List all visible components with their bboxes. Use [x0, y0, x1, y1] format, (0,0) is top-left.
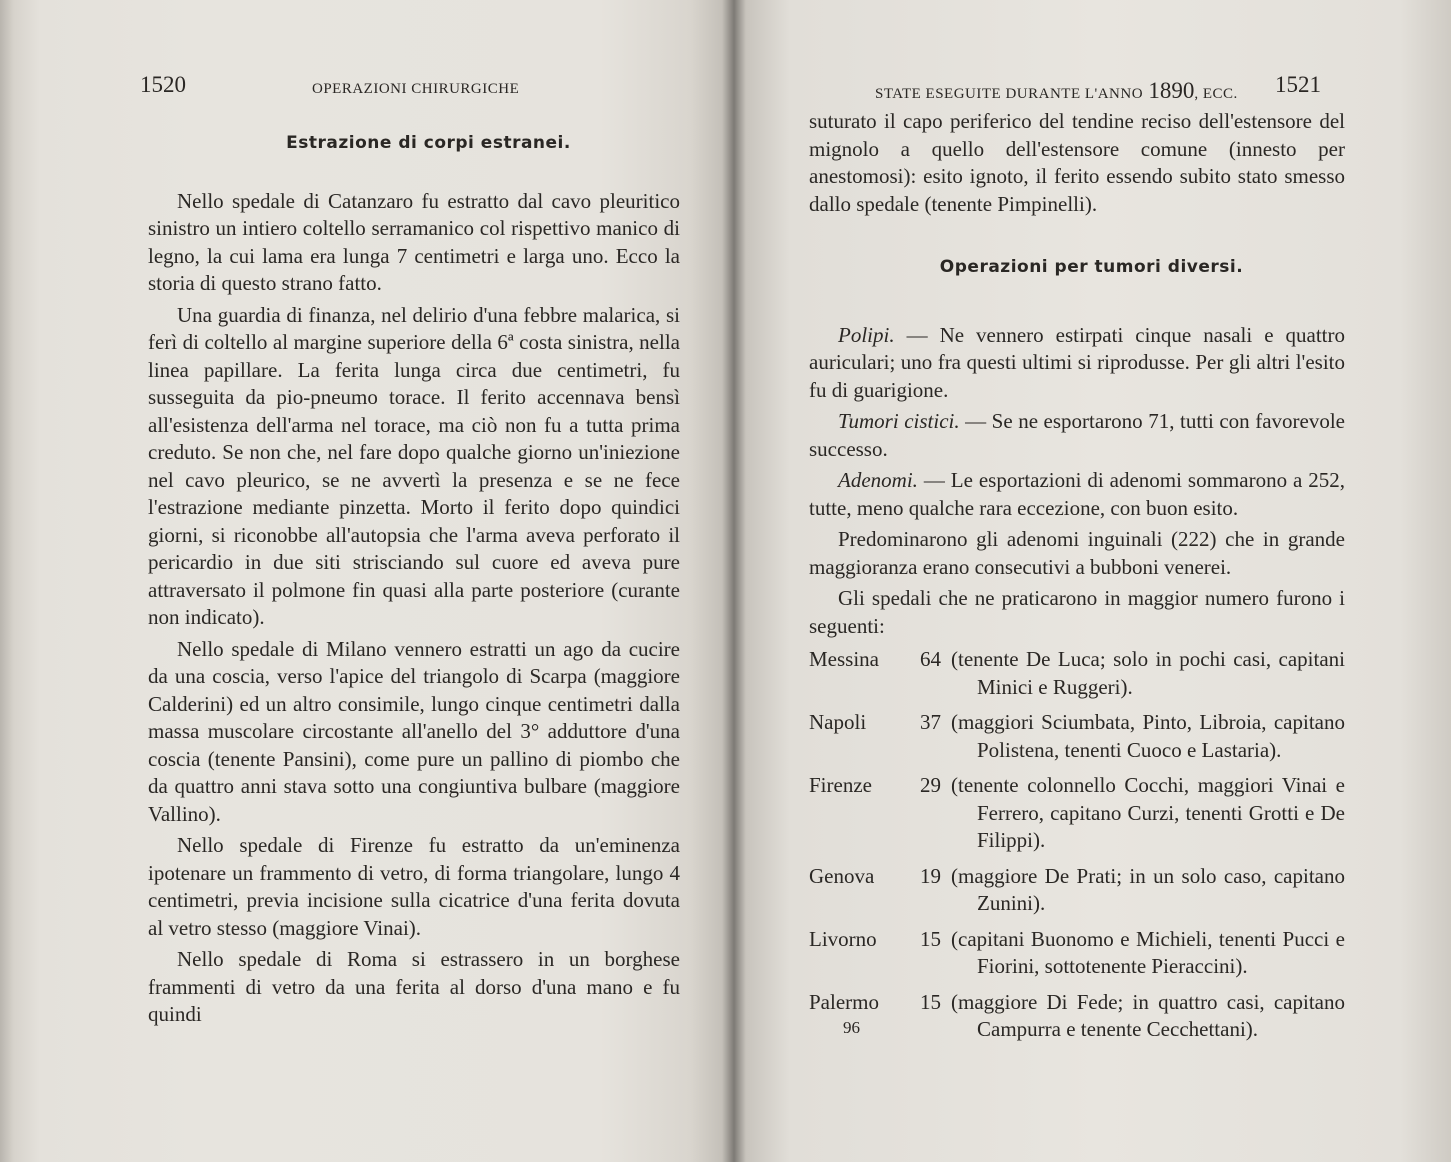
hospital-city: Messina: [809, 647, 879, 671]
right-running-title-suffix: , ECC.: [1194, 86, 1238, 102]
hospital-city: Palermo: [809, 989, 879, 1014]
left-paragraph: Nello spedale di Firenze fu estratto da un'eminenza ipotenare un frammento di vetro, di forma triangolare, lungo 4 centimetri, previa incisione sulla cicatrice d'una ferita dovuta al vetro stesso (maggiore Vinai).: [148, 833, 680, 940]
hospital-detail: (tenente De Luca; solo in pochi casi, capitani Minici e Ruggeri).: [951, 647, 1345, 699]
hospital-row: [809, 772, 1345, 863]
hospital-detail: (maggiore Di Fede; in quattro casi, capitano Campurra e tenente Cecchettani).: [951, 989, 1345, 1041]
hospital-city: Firenze: [809, 773, 872, 797]
left-section-title: Estrazione di corpi estranei.: [286, 133, 571, 153]
left-paragraph: Nello spedale di Milano vennero estratti un ago da cucire da una coscia, verso l'apice del triangolo di Scarpa (maggiore Calderini) ed un altro consimile, lungo cinque centimetri dalla massa muscolare circostante all'anello del 3° adduttore d'una coscia (tenente Pansini), come pure un pallino di piombo che da quattro anni stava sotto una congiuntiva bulbare (maggiore Vallino).: [148, 636, 680, 826]
right-text-block: [809, 108, 1345, 1052]
hospital-detail: (maggiori Sciumbata, Pinto, Libroia, capitano Polistena, tenenti Cuoco e Lastaria).: [951, 710, 1345, 762]
left-paragraph: Una guardia di finanza, nel delirio d'una febbre malarica, si ferì di coltello al margine superiore della 6ª costa sinistra, nella linea papillare. La ferita lunga circa due centimetri, fu susseguita da pio-pneumo torace. Il ferito accennava bensì all'esistenza dell'arma nel torace, ma ciò non fu a tutta prima creduto. Se non che, nel fare dopo qualche giorno un'iniezione nel cavo pleurico, se ne avvertì la presenza e se ne fece l'estrazione mediante pinzetta. Morto il ferito dopo quindici giorni, si riconobbe all'autopsia che l'arma aveva perforato il pericardio in due siti strisciando sul cuore ed aveva pure attraversato il polmone fin quasi alla parte posteriore (curante non indicato).: [148, 302, 680, 629]
item-polipi: [809, 322, 1345, 405]
left-paragraph: Nello spedale di Catanzaro fu estratto dal cavo pleuritico sinistro un intiero coltello serramanico col rispettivo manico di legno, la cui lama era lunga 7 centimetri e larga uno. Ecco la storia di questo strano fatto.: [148, 188, 680, 295]
item-adenomi: [809, 467, 1345, 522]
right-page-number-wrap: [1275, 72, 1321, 98]
hospital-city: Livorno: [809, 926, 877, 951]
hospital-detail: (tenente colonnello Cocchi, maggiori Vinai e Ferrero, capitano Curzi, tenenti Grotti e De Filippi).: [951, 773, 1345, 852]
left-page-number: 1520: [140, 72, 186, 97]
hospital-count: 19: [920, 863, 941, 888]
item-text: — Se ne esportarono 71, tutti con favorevole successo.: [809, 409, 1345, 461]
hospital-detail: (capitani Buonomo e Michieli, tenenti Pucci e Fiorini, sottotenente Pieraccini).: [951, 926, 1345, 978]
item-text: — Ne vennero estirpati cinque nasali e quattro auriculari; uno fra questi ultimi si riprodusse. Per gli altri l'esito fu di guarigione.: [809, 322, 1345, 402]
right-page-number: 1521: [1275, 72, 1321, 97]
left-running-title-wrap: [312, 78, 519, 98]
paragraph-predominant: Predominarono gli adenomi inguinali (222) che in grande maggioranza erano consecutivi a bubboni venerei.: [809, 527, 1345, 579]
hospital-row: [809, 989, 1345, 1052]
hospital-row: [809, 863, 1345, 926]
item-text: — Le esportazioni di adenomi sommarono a 252, tutte, meno qualche rara eccezione, con buon esito.: [809, 468, 1345, 520]
right-running-title-prefix: STATE ESEGUITE DURANTE L'ANNO: [875, 86, 1144, 102]
hospital-count: 15: [920, 926, 941, 951]
right-running-head: [875, 78, 1238, 104]
hospital-row: [809, 926, 1345, 989]
hospitals-table: [809, 646, 1345, 1052]
left-text-block: [148, 130, 680, 1029]
paragraph-hospitals-intro: Gli spedali che ne praticarono in maggior numero furono i seguenti:: [809, 586, 1345, 638]
right-running-year: 1890: [1148, 78, 1195, 103]
right-page: [735, 0, 1451, 1162]
item-label: Adenomi.: [838, 468, 918, 492]
hospital-count: 37: [920, 710, 941, 734]
left-paragraph: Nello spedale di Roma si estrassero in un borghese frammenti di vetro da una ferita al dorso d'una mano e fu quindi: [148, 947, 680, 1026]
right-section-title: Operazioni per tumori diversi.: [939, 257, 1244, 277]
continuation-paragraph: suturato il capo periferico del tendine reciso dell'estensore del mignolo a quello dell'estensore comune (innesto per anestomosi): esito ignoto, il ferito essendo subito stato smesso dallo spedale (tenente Pimpinelli).: [809, 109, 1345, 216]
hospital-detail: (maggiore De Prati; in un solo caso, capitano Zunini).: [951, 863, 1345, 915]
hospital-city: Napoli: [809, 710, 867, 734]
left-running-head: [140, 72, 186, 98]
item-tumori-cistici: [809, 408, 1345, 463]
hospital-count: 64: [920, 647, 941, 671]
hospital-count: 29: [920, 773, 941, 797]
item-label: Tumori cistici.: [838, 409, 960, 433]
left-running-title: OPERAZIONI CHIRURGICHE: [312, 81, 520, 97]
item-label: Polipi.: [838, 322, 895, 347]
hospital-count: 15: [920, 989, 941, 1014]
hospital-row: [809, 646, 1345, 709]
hospital-row: [809, 709, 1345, 772]
hospital-city: Genova: [809, 863, 875, 888]
signature-mark: 96: [843, 1018, 860, 1037]
